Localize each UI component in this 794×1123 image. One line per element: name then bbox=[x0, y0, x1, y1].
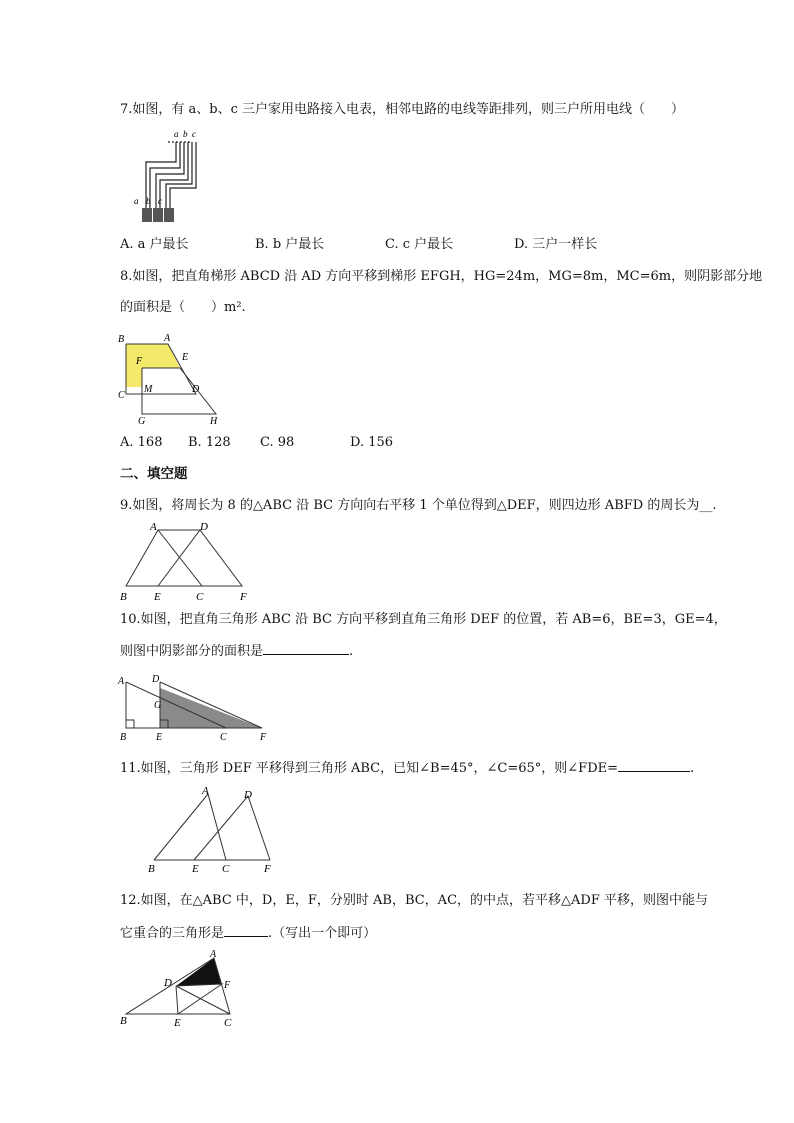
q12-stem-line1: 12.如图，在△ABC 中，D，E，F，分别时 AB，BC，AC，的中点，若平移△ADF 平移，则图中能与 bbox=[120, 893, 708, 908]
q11-label-e: E bbox=[192, 863, 199, 875]
q8-label-c: C bbox=[118, 390, 125, 401]
q7-wiring-figure bbox=[132, 128, 222, 228]
q7-label-a-top: a bbox=[174, 129, 179, 139]
q9-label-c: C bbox=[196, 591, 204, 603]
section-fill-in-title: 二、填空题 bbox=[120, 466, 188, 482]
q12-answer-blank[interactable] bbox=[224, 923, 268, 937]
q7-option-c: C. c 户最长 bbox=[385, 237, 454, 252]
q8-label-h: H bbox=[210, 416, 218, 427]
q12-label-a: A bbox=[210, 949, 217, 960]
q9-label-b: B bbox=[120, 591, 127, 603]
q7-label-b: b bbox=[146, 196, 151, 206]
q12-label-d: D bbox=[164, 977, 172, 989]
q7-label-c: c bbox=[158, 196, 162, 206]
q8-label-a: A bbox=[164, 333, 171, 344]
q11-stem bbox=[120, 758, 694, 778]
q8-label-d: D bbox=[192, 384, 200, 395]
q8-option-c: C. 98 bbox=[260, 435, 295, 450]
q10-stem-line1: 10.如图，把直角三角形 ABC 沿 BC 方向平移到直角三角形 DEF 的位置，若 AB=6，BE=3，GE=4， bbox=[120, 612, 727, 627]
q8-option-d: D. 156 bbox=[350, 435, 394, 450]
q8-stem-line1: 8.如图，把直角梯形 ABCD 沿 AD 方向平移到梯形 EFGH，HG=24m，MG=8m，MC=6m，则阴影部分地 bbox=[120, 269, 763, 284]
q10-label-a: A bbox=[118, 676, 125, 687]
q11-stem-after: . bbox=[690, 761, 695, 776]
q10-answer-blank[interactable] bbox=[263, 641, 349, 655]
q12-stem-line2-before: 它重合的三角形是 bbox=[120, 926, 225, 941]
q12-midpoint-figure bbox=[118, 950, 258, 1038]
q12-stem-line2-after: .（写出一个即可） bbox=[268, 926, 377, 941]
q8-label-m: M bbox=[144, 384, 153, 395]
q9-label-e: E bbox=[154, 591, 161, 603]
q9-label-f: F bbox=[240, 591, 247, 603]
q7-label-a: a bbox=[134, 196, 139, 206]
q7-label-b-top: b bbox=[183, 129, 188, 139]
q8-label-b: B bbox=[118, 334, 125, 345]
q11-label-c: C bbox=[222, 863, 230, 875]
q7-option-b: B. b 户最长 bbox=[255, 237, 325, 252]
q10-label-d: D bbox=[152, 674, 160, 685]
q10-right-triangle-figure bbox=[116, 674, 276, 744]
q10-label-e: E bbox=[156, 732, 163, 743]
q11-stem-before: 11.如图，三角形 DEF 平移得到三角形 ABC，已知∠B=45°，∠C=65°，则∠FDE= bbox=[120, 761, 619, 776]
q8-option-b: B. 128 bbox=[188, 435, 231, 450]
q12-stem-line2 bbox=[120, 923, 376, 943]
q10-stem-line2-before: 则图中阴影部分的面积是 bbox=[120, 644, 264, 659]
q10-label-g: G bbox=[154, 700, 162, 711]
q10-stem-line2-after: . bbox=[349, 644, 354, 659]
q7-label-c-top: c bbox=[192, 129, 196, 139]
q7-option-a: A. a 户最长 bbox=[120, 237, 189, 252]
q11-answer-blank[interactable] bbox=[618, 758, 690, 772]
q12-label-c: C bbox=[224, 1017, 232, 1029]
q10-label-b: B bbox=[120, 732, 127, 743]
q7-option-d: D. 三户一样长 bbox=[514, 237, 598, 252]
q8-label-g: G bbox=[138, 416, 146, 427]
q8-stem-line2: 的面积是（ ）m². bbox=[120, 300, 246, 315]
q9-label-a: A bbox=[150, 521, 157, 533]
q12-label-f: F bbox=[224, 980, 231, 991]
q11-label-f: F bbox=[264, 863, 271, 875]
q12-label-b: B bbox=[120, 1015, 127, 1027]
q11-label-b: B bbox=[148, 863, 155, 875]
q7-stem: 7.如图，有 a、b、c 三户家用电路接入电表，相邻电路的电线等距排列，则三户所用电线（ ） bbox=[120, 102, 685, 117]
q8-label-e: E bbox=[182, 352, 189, 363]
q8-option-a: A. 168 bbox=[120, 435, 163, 450]
q9-translation-figure bbox=[118, 522, 258, 602]
q8-label-f: F bbox=[136, 356, 143, 367]
q11-label-a: A bbox=[202, 785, 209, 797]
q8-trapezoid-figure bbox=[118, 332, 228, 427]
q11-translation-figure bbox=[142, 786, 312, 876]
q10-label-f: F bbox=[260, 732, 267, 743]
q11-label-d: D bbox=[244, 789, 252, 801]
q10-label-c: C bbox=[220, 732, 227, 743]
q9-label-d: D bbox=[200, 521, 208, 533]
q9-stem: 9.如图，将周长为 8 的△ABC 沿 BC 方向向右平移 1 个单位得到△DEF，则四边形 ABFD 的周长为__. bbox=[120, 498, 717, 513]
q12-label-e: E bbox=[174, 1017, 181, 1029]
q10-stem-line2 bbox=[120, 641, 353, 661]
